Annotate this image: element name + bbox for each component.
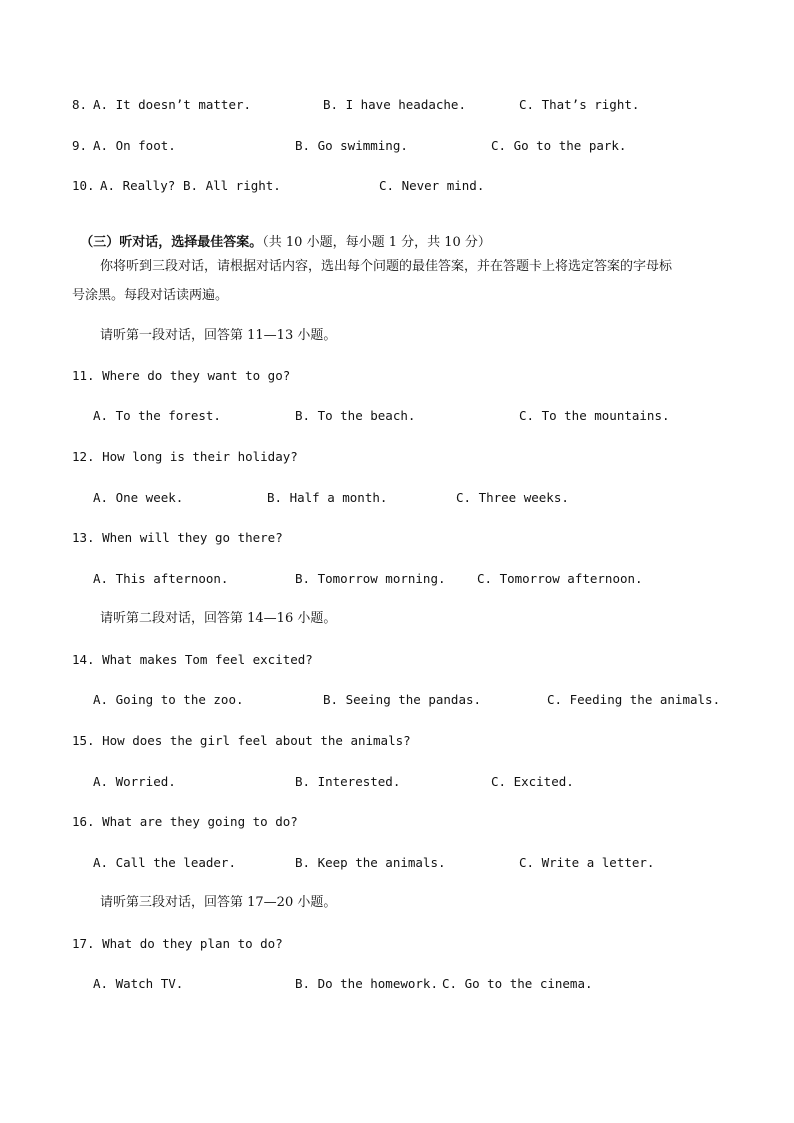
option-a: A. One week.: [93, 490, 184, 505]
question-17-options: [93, 976, 593, 1040]
option-b: B. Half a month.: [267, 490, 388, 505]
option-b: B. Do the homework.: [295, 976, 438, 991]
option-c: C. Go to the park.: [491, 138, 627, 153]
dialogue-3-label: 请听第三段对话，回答第 17—20 小题。: [100, 895, 337, 910]
option-b: B. Tomorrow morning.: [295, 571, 446, 586]
dialogue-2-label: 请听第二段对话，回答第 14—16 小题。: [100, 611, 337, 626]
option-c: C. Tomorrow afternoon.: [477, 571, 643, 586]
section-3-heading: [72, 219, 491, 251]
option-c: C. Write a letter.: [519, 855, 655, 870]
option-c: C. Go to the cinema.: [442, 976, 593, 991]
option-c: C. Never mind.: [379, 178, 485, 193]
option-a: A. Call the leader.: [93, 855, 236, 870]
option-c: C. Three weeks.: [456, 490, 569, 505]
option-c: C. To the mountains.: [519, 408, 670, 423]
question-number: 8.: [72, 97, 88, 112]
option-a: A. This afternoon.: [93, 571, 229, 586]
section-instruction-line-1: 你将听到三段对话，请根据对话内容，选出每个问题的最佳答案，并在答题卡上将选定答案的字母标: [100, 259, 673, 274]
question-number: 9.: [72, 138, 88, 153]
option-b: B. To the beach.: [295, 408, 416, 423]
option-b: B. All right.: [183, 178, 281, 193]
option-c: C. Feeding the animals.: [547, 692, 721, 707]
option-a: A. It doesn’t matter.: [93, 97, 252, 112]
option-c: C. That’s right.: [519, 97, 640, 112]
question-14-stem: 14. What makes Tom feel excited?: [72, 652, 313, 667]
question-13-stem: 13. When will they go there?: [72, 530, 283, 545]
option-a: A. Going to the zoo.: [93, 692, 244, 707]
section-score-note: （共 10 小题，每小题 1 分，共 10 分）: [262, 235, 491, 250]
option-b: B. I have headache.: [323, 97, 466, 112]
option-a: A. Watch TV.: [93, 976, 184, 991]
section-instruction-line-2: 号涂黑。每段对话读两遍。: [72, 288, 229, 303]
dialogue-1-label: 请听第一段对话，回答第 11—13 小题。: [100, 328, 337, 343]
question-11-stem: 11. Where do they want to go?: [72, 368, 291, 383]
question-number: 10.: [72, 178, 95, 193]
option-b: B. Go swimming.: [295, 138, 408, 153]
option-b: B. Keep the animals.: [295, 855, 446, 870]
question-17-stem: 17. What do they plan to do?: [72, 936, 283, 951]
option-c: C. Excited.: [491, 774, 574, 789]
option-a: A. To the forest.: [93, 408, 221, 423]
question-15-stem: 15. How does the girl feel about the animals?: [72, 733, 411, 748]
option-a: A. On foot.: [93, 138, 176, 153]
section-title: （三）听对话，选择最佳答案。: [80, 235, 263, 250]
question-12-stem: 12. How long is their holiday?: [72, 449, 298, 464]
option-b: B. Interested.: [295, 774, 401, 789]
question-16-stem: 16. What are they going to do?: [72, 814, 298, 829]
option-a: A. Worried.: [93, 774, 176, 789]
option-b: B. Seeing the pandas.: [323, 692, 482, 707]
option-a: A. Really?: [100, 178, 176, 193]
